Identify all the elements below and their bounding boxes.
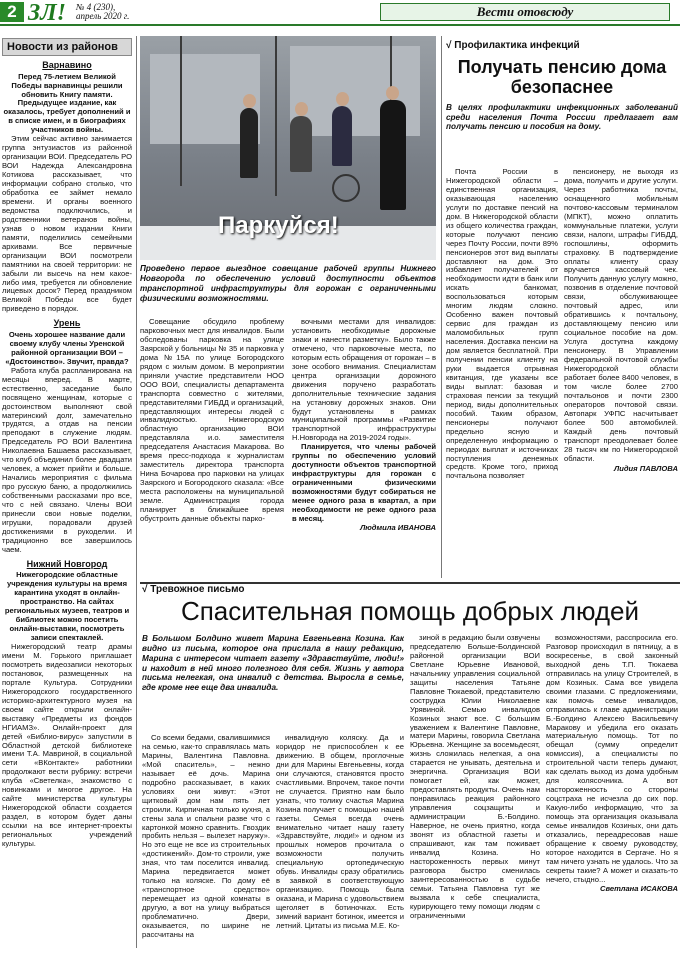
person-head bbox=[336, 92, 349, 106]
issue-date: апрель 2020 г. bbox=[76, 11, 130, 21]
letter-col-1 bbox=[142, 734, 270, 950]
person-figure bbox=[290, 116, 312, 172]
parking-col-2 bbox=[292, 318, 436, 580]
paragraph: зиной в редакцию были озвучены председателю Больше-Болдинской районной организации ВОИ Светлане Юрьевне Ивановой, начальнику управления социальной защиты населения Татьяне Павловне Тюкаевой, представителю сострудка Юлии Николаевне Урявиной. Семью инвалидов Козиных знают все. С большим уважением к Валентине Павловне, матери Марины, говорила Светлана Юрьевна. Женщине за восемьдесят, жизнь сложилась нелегкая, а она старается не унывать, деятельна и энергична. Организация ВОИ помогает ей, как может, предоставлять продукты. Очень нам понравилась реакция районного управления соцзащиты и администрации Б.-Болдино. Наверное, не очень приятно, когда звонят из областной газеты и спрашивают, как там поживает инвалид Козина. Но настороженность первых минут разговора быстро сменилась заинтересованностью в судьбе семьи. Татьяна Павловна тут же вызвала к себе специалиста, курирующего тему помощи людям с ограниченными bbox=[410, 634, 540, 920]
story-place: Урень bbox=[53, 318, 81, 329]
section-rubric: Вести отовсюду bbox=[380, 3, 670, 21]
left-column bbox=[2, 38, 132, 950]
section-title: Новости из районов bbox=[2, 38, 132, 56]
person-figure bbox=[380, 100, 406, 210]
page-header bbox=[0, 0, 680, 26]
column-divider bbox=[136, 36, 137, 948]
newspaper-logo: ЗЛ! bbox=[28, 0, 67, 26]
author-signature: Лидия ПАВЛОВА bbox=[613, 464, 678, 474]
article-tag: √ Тревожное письмо bbox=[142, 584, 245, 595]
letter-col-4 bbox=[546, 634, 678, 950]
story-lead: Очень хорошее название дали своему клубу члены Уренской районной организации ВОИ – «Достоинство». Звучит, правда? bbox=[5, 329, 129, 366]
person-head bbox=[295, 102, 308, 116]
person-figure bbox=[240, 108, 258, 178]
issue-info bbox=[76, 3, 129, 21]
story-lead: Нижегородские областные учреждения культуры на время карантина уходят в онлайн-пространство. На сайтах региональных музеев, театров и библиотек можно посетить онлайн-выставки, посмотреть записи спектаклей. bbox=[4, 570, 130, 643]
photo-caption: Паркуйся! bbox=[218, 212, 339, 239]
story-place: Нижний Новгород bbox=[26, 558, 108, 569]
story-text: Работа клуба распланирована на месяцы вперед. В марте, естественно, заседание было посвящено женщинам, которые с достоинством выполняют свой материнский долг, замечательно трудятся, а отдав на пенсии преподают в служение людям. Председатель РО ВОИ Валентина Николаевна Башаева рассказывает, что клуб объединил более двадцати человек, а может прийти и больше. Начались мероприятия с фильма про русскую баню, а продолжились собственными рассказами про все, что с ней связано. Члены ВОИ принесли свои новые поделки, игрушки, порадовали друзей достижениями в рукоделии. И традиционно все завершилось чаем. bbox=[2, 365, 132, 554]
parking-lead: Проведено первое выездное совещание рабочей группы Нижнего Новгорода по обеспечению условий доступности объектов транспортной инфраструктуры для горожан с ограниченными физическими возможностями. bbox=[140, 264, 436, 303]
page-number: 2 bbox=[0, 2, 24, 22]
tree-shape bbox=[180, 36, 182, 186]
story-place: Варнавино bbox=[42, 60, 92, 70]
person-head bbox=[243, 94, 256, 108]
letter-col-3 bbox=[410, 634, 540, 950]
paragraph: Почта России в Нижегородской области – единственная организация, оказывающая населению услуги по доставке пенсий на дом. В Нижегородской области из общего количества граждан, которые получают пенсию через Почту России, почти 89% пенсионеров этот вид выплаты доставляют на дом. Это избавляет получателей от необходимости идти в банк или искать банкомат, воспользоваться которым многим людям сложно. Особенно важен почтовый сервис для граждан из маломобильных групп населения. Доставка пенсии на дом является бесплатной. При получении пенсии клиенту на руки выдается отрывная квитанция, где указаны все виды выплат: базовая и страховая пенсии за текущий период, виды дополнительных пособий. Таким образом, пенсионеры получают предельно ясную и определенную информацию о периодах выплат и источниках поступления денежных средств. Кроме того, приход почтальона позволяет bbox=[446, 168, 558, 481]
issue-number: № 4 (230), bbox=[76, 2, 116, 12]
pension-col-2 bbox=[564, 168, 678, 580]
paragraph: возможностями, расспросила его. Разговор происходил в пятницу, а в воскресенье, в свой законный выходной день Т.П. Тюкаева отправилась на улицу Строителей, в дом Козиных. Сама все увидела своими глазами. С предложениями, как помочь семье инвалидов, отправилась к главе администрации Б.-Болдино Алексею Васильевичу Маракову и убедила его оказать материальную помощь. Тот по обещал (сумму определит комиссия), а специалисты по строительной части теперь думают, как сделать выход из дома удобным для колясочника. А вот настороженность со стороны соцстраха не исчезла до сих пор. Какую-либо информацию, что за помощь эта организация оказывала семье инвалидов Козиных, они дать отказались, переадресовав наше обращение к своему руководству, которое находится в Сергаче. Но я там ничего узнать не удалось. Что за секреты такие? А может и сказать-то нечего, стыдно... bbox=[546, 634, 678, 884]
story-text: Нижегородский театр драмы имени М. Горького приглашает посмотреть видеозаписи некоторых постановок, размещенных на портале Культура. Сотрудники Нижегородского государственного историко-архитектурного музея на своем сайте открыли онлайн-выставку «Предметы из фондов НГИАМЗ». Онлайн-проект для детей «Библио-вирус» запустили в Областной детской библиотеке имени Т.А. Мавриной, в социальной сети «ВКонтакте» работники продолжают вести рубрику: встречи клуба «Светелка», знакомство с новинками и многое другое. На сайте министерства культуры Нижегородской области создается раздел, в котором будет даны ссылки на все интернет-проекты региональных учреждений культуры. bbox=[2, 642, 132, 848]
paragraph: инвалидную коляску. Да и коридор не приспособлен к ее движению. В общем, проглочные дни для Марины Евгеньевны, когда они случаются, становятся просто счастливыми. Впрочем, такое почти не случается. Приятно нам было узнать, что толику счастья Марина Козина получает с помощью нашей газеты. Семья всегда очень внимательно читает нашу газету «Здравствуйте, люди!» и одном из прошлых номеров прочитала о возможности получить специальную ортопедическую обувь. Инвалиды сразу обратились в заявкой в соответствующую организацию. Помощь была оказана, и Марина с удовольствием щеголяет в ботиночках. Есть зимний вариант ботинок, имеется и летний. Цитаты из письма М.Е. Ко- bbox=[276, 734, 404, 931]
article-title: Спасительная помощь добрых людей bbox=[180, 596, 640, 626]
parking-col-1 bbox=[140, 318, 284, 580]
paragraph: Со всеми бедами, свалившимися на семью, как-то справлялась мать Марины, Валентина Павловна. «Мой спаситель», – нежно называет её дочь. Марина подробно рассказывает, в каких условиях они живут: «Этот щитковый дом нам пять лет строили. Кирпичная только кухня, а стены зала и спальни разве что с картонкой можно сравнить. Гвоздик пробить нельзя – вылезет наружу». Но это еще не все из строительных «достижений». Дом-то строили, уже зная, что там поселится инвалид. Марина передвигается может только на коляске. По дому её «транспортное средство» перемещает из одной комнаты в другую, а вот на улицу выбраться проблематично. Двери, оказывается, по ширине не рассчитаны на bbox=[142, 734, 270, 939]
person-head bbox=[386, 86, 399, 100]
letter-lead: В Большом Болдино живет Марина Евгеньевна Козина. Как видно из письма, которое она прислала в нашу редакцию, Марина с интересом читает газету «Здравствуйте, люди!» и находит в ней много полезного для себя. Жизнь у автора письма нелегкая, она инвалид с детства. Выросла в семье, где кроме нее еще два инвалида. bbox=[142, 634, 404, 693]
paragraph: пенсионеру, не выходя из дома, получить и другие услуги. Через работника почты, оснащенного мобильным почтово-кассовым терминалом (МПКТ), можно оплатить коммунальные платежи, услуги связи, налоги, штрафы ГИБДД, госпошлины, оформить страховку. В подтверждение оплаты клиенту сразу вручается кассовый чек. Получить данную услугу можно, позвонив в отделение почтовой связи, обслуживающее почтовый адрес, или обратившись к почтальону, доставляющему пенсию или социальное пособие на дом. Услуга доступна каждому пенсионеру. В Управлении федеральной почтовой службы Нижегородской области работает более 8400 человек, в том числе более 2700 почтальонов и почти 2300 операторов почтовой связи. Автопарк УФПС насчитывает более 500 автомобилей. Каждый день почтовый транспорт преодолевает более 28 тысяч км по Нижегородской области. bbox=[564, 168, 678, 463]
article-title: Получать пенсию дома безопаснее bbox=[457, 57, 667, 97]
author-signature: Людмила ИВАНОВА bbox=[360, 522, 436, 532]
wheelchair-wheel bbox=[332, 174, 360, 202]
paragraph: Совещание обсудило проблему парковочных мест для инвалидов. Были обследованы парковка на улице Заярской у больницы № 35 и парковка у дома №15А по улице Богородского рядом с жилым домом. В мероприятии приняли участие представители НОО ООО ВОИ, специалисты департамента транспорта совместно с жителями, представителями ГИБДД и организаций, представляющих интересы людей с инвалидностью. Нижегородскую областную организацию ВОИ представляла и.о. заместителя председателя Анастасия Макарова. Во время пресс-подхода к журналистам заместитель директора транспорта Нина Бочарова про парковки на улицах Заярского и Богородского сказала: «Все места расположены на муниципальной земле. Администрация города планирует в ближайшее время обустроить данные объекты парко- bbox=[140, 318, 284, 523]
person-figure bbox=[332, 106, 352, 166]
paragraph-bold: Планируется, что члены рабочей группы по обеспечению условий доступности объектов транспортной инфраструктуры для горожан с ограниченными физическими возможностями будут собираться не менее одного раза в квартал, а при необходимости не реже одного раза в месяц. bbox=[292, 442, 436, 523]
article-tag: √ Профилактика инфекций bbox=[446, 40, 580, 51]
tree-shape bbox=[275, 36, 277, 196]
letter-col-2 bbox=[276, 734, 404, 950]
column-divider bbox=[441, 36, 442, 578]
paragraph: вочными местами для инвалидов: установить необходимые дорожные знаки и нанести разметку». Было также отмечено, что парковочные места, по которым есть обращения от горожан – в зоне особого внимания. Специалистам центра организации дорожного движения поручено разработать дополнительные технические задания на установку дорожных знаков. Они будут установлены в рамках муниципальной программы «Развитие транспортной инфраструктуры Н.Новгорода на 2019-2024 годы». bbox=[292, 318, 436, 443]
parking-photo bbox=[140, 36, 436, 260]
story-text: Этим сейчас активно занимается группа энтузиастов из районной организации ВОИ. Председатель РО ВОИ Надежда Александровна Котикова рассказывает, что информации собрано столько, что обработка ее займет немало времени. И органы военного ведомства подключились, и родственники ветеранов войны, узнав о новом издании Книги памяти, поделились семейными архивами. Все первичные организации ВОИ посмотрели памятники на своей территории: не забыли ли высечь на нем какое-либо имя, требуется ли обновление лицевых досок? Перед праздником Великой Победы все будет приведено в порядок. bbox=[2, 134, 132, 314]
story-lead: Перед 75-летием Великой Победы варнавинцы решили обновить Книгу памяти. Предыдущее издание, как оказалось, требует дополнений и в списке имен, и в биографиях участников войны. bbox=[3, 71, 131, 135]
article-lead: В целях профилактики инфекционных заболеваний среди населения Почта России предлагает вам получать пенсию и пособия на дому. bbox=[446, 103, 678, 132]
pension-col-1 bbox=[446, 168, 558, 580]
author-signature: Светлана ИСАКОВА bbox=[599, 883, 678, 893]
